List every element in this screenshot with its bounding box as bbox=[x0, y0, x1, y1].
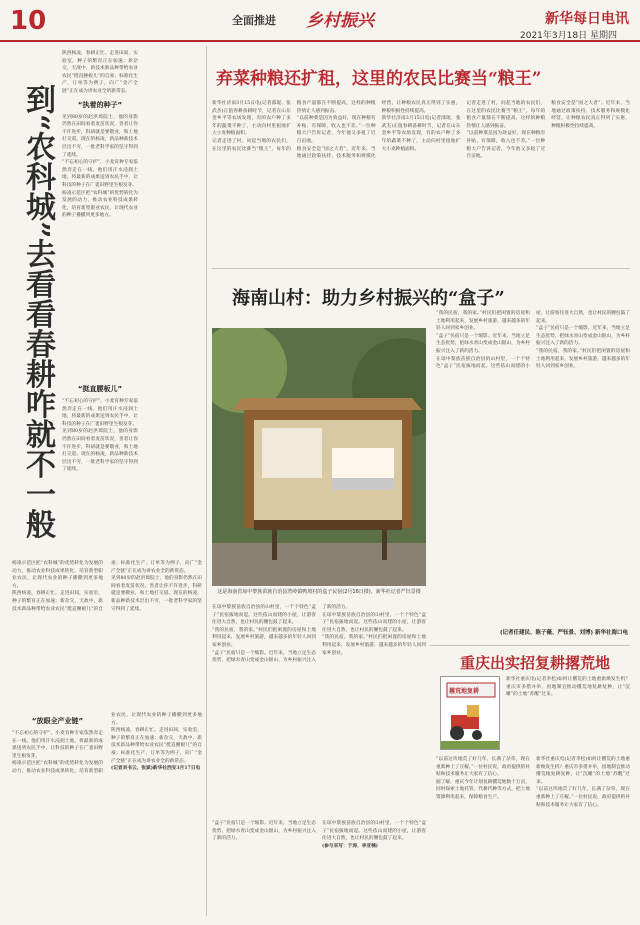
top-article-title: 弃菜种粮还扩租，这里的农民比赛当“粮王” bbox=[216, 69, 542, 89]
bottom-article-title: 重庆出实招复耕撂荒地 bbox=[459, 654, 610, 672]
bottom-article-para: 新华社重庆电(记者李松)如何让撂荒的土地重新焕发生机？重庆市多措并举，因地制宜推动撂荒地复耕复种，让“沉睡”的土地“苏醒”过来。 bbox=[536, 757, 630, 785]
photo-article-para: “我的民宿，我的家。”村民们把闲置的房屋和土地利用起来，发展乡村旅游，越来越多的年轻人回到家乡创业。 bbox=[212, 627, 316, 648]
bottom-article-para: 据了解，重庆今年计划复耕撂荒地数十万亩，同时探索土地托管、代耕代种等方式，把土地资源利用起来，保障粮食生产。 bbox=[436, 779, 530, 800]
photo-article-tail bbox=[212, 820, 426, 915]
cabin-photo-illustration bbox=[212, 328, 426, 586]
left-article-para: “不忘初心的守护”，小麦育种专家依然奔走在一线。他们用汗水浸润土地，将最新的成果送到农民手中，让科技的种子在广袤田野里生根发芽。 bbox=[62, 399, 138, 427]
section-brand: 乡村振兴 bbox=[306, 11, 374, 31]
left-article-bottom bbox=[12, 712, 202, 912]
bottom-article-byline: (参与采写：于涛、李亚楠) bbox=[322, 843, 378, 849]
top-article-para: 粮食安全是“国之大者”。近年来，当地通过政策扶持、技术服务和规模化经营，让种粮农民真正得到了实惠，种粮积极性持续提高。 bbox=[551, 101, 630, 129]
photo-article-para: 在琼中黎族苗族自治县的山村里，一个个特色“盒子”民宿拔地而起。这些依山而建的小屋，让游客住进大自然，也让村民的腰包鼓了起来。 bbox=[212, 605, 316, 626]
photo-article-para: “盒子”民宿只是一个缩影。近年来，当地立足生态优势，把绿水青山变成金山银山，为乡村振兴注入了新的活力。 bbox=[212, 821, 316, 842]
left-article-subhead: “执着的种子” bbox=[77, 100, 123, 109]
photo-article-para: “我的民宿，我的家。”村民们把闲置的房屋和土地利用起来，发展乡村旅游，越来越多的年轻人回到家乡创业。 bbox=[322, 635, 426, 656]
left-article-para: 杨凌示范区把“农科城”的优势转化为发展的动力，推动农业科技成果转化，培育新型职业农民，让现代农业的种子播撒到更多地方。 bbox=[62, 190, 138, 219]
bottom-article-intro bbox=[506, 676, 630, 756]
left-article-title: 到“农科城”去看看春耕咋就不一般 bbox=[20, 84, 55, 539]
left-article-para: 见到80岁的赵洪璋院士，他的身影仍然在田间看着麦苗状况，善者让你不许进步，科研就是要敬业，和土地打交道。现在的杨凌，新品种新技术层出不穷，一批老科学家的坚守得到了延续。 bbox=[62, 114, 138, 158]
page-header bbox=[0, 0, 640, 42]
photo-article-title: 海南山村：助力乡村振兴的“盒子” bbox=[232, 288, 505, 309]
bottom-article-body bbox=[436, 756, 630, 906]
left-article-para: 陕西杨凌，春耕正忙。走进田间，实验室，种子的繁育正在加速；新杂交，天敌中，新技术新品种带给农业农民“挺直腰板儿”的自豪；标准化生产，订单等为例子，向广“金产全链”正在成为讲农业全的新常态。 bbox=[111, 728, 202, 764]
left-article-para: 杨凌示范区把“农科城”的优势转化为发展的动力，推动农业科技成果转化，培育新型职业农民，让现代农业的种子播撒到更多地方。 bbox=[12, 561, 103, 589]
top-article-para: “以前种菜是因为效益好，现在种粮有补贴、有保障，收入也不差。”一位种粮大户告诉记者，今年他又多租了近百亩地。 bbox=[466, 131, 546, 160]
bottom-article-para: “以前这块地荒了好几年，长满了杂草，现在重新种上了庄稼。”一位村民说，政府提供的补贴和技术服务让大家有了信心。 bbox=[536, 787, 630, 808]
top-article-para: 新华社济南3月15日电(记者邵琨、张武杰)正值春耕备耕时节，记者在山东金乡平等农场发现，有的农户种了多年的蔬菜不种了，主动向村里租地扩大小麦种植面积。 bbox=[212, 101, 291, 137]
top-article-para: 新华社济南3月15日电(记者邵琨、张武杰)正值春耕备耕时节，记者在山东金乡平等农场发现，有的农户种了多年的蔬菜不种了，主动向村里租地扩大小麦种植面积。 bbox=[381, 116, 461, 152]
photo-article-para: “盒子”民宿只是一个缩影。近年来，当地立足生态优势，把绿水青山变成金山银山，为乡村振兴注入了新的活力。 bbox=[212, 605, 351, 664]
left-article-para: 见到80岁的赵洪璋院士，他的身影仍然在田间看着麦苗状况，善者让你不许进步，科研就是要敬业，和土地打交道。现在的杨凌，新品种新技术层出不穷，一批老科学家的坚守得到了延续。 bbox=[62, 429, 138, 473]
top-article-para: 粮食安全是“国之大者”。近年来，当地通过政策扶持、技术服务和规模化经营，让种粮农民真正得到了实惠，种粮积极性持续提高。 bbox=[296, 101, 461, 160]
photo-article-para: “盒子”民宿只是一个缩影。近年来，当地立足生态优势，把绿水青山变成金山银山，为乡村振兴注入了新的活力。 bbox=[536, 326, 630, 347]
page-number: 10 bbox=[10, 6, 47, 36]
cabin-photo bbox=[212, 328, 426, 586]
bottom-article-para: 新华社重庆电(记者李松)如何让撂荒的土地重新焕发生机？重庆市多措并举，因地制宜推动撂荒地复耕复种，让“沉睡”的土地“苏醒”过来。 bbox=[506, 677, 630, 698]
left-article-para: 陕西杨凌，春耕正忙。走进田间，实验室，种子的繁育正在加速；新杂交，天敌中，新技术新品种带给农业农民“挺直腰板儿”的自豪；标准化生产，订单等为例子，向广“金产全链”正在成为讲农业全的新常态。 bbox=[12, 561, 202, 612]
left-article-byline: (记者刘书云、张斌)新华社西安3月17日电 bbox=[111, 766, 201, 772]
photo-article-body-left bbox=[212, 604, 426, 819]
left-article-subhead: “放眼全产业链” bbox=[31, 717, 84, 725]
section-divider bbox=[430, 645, 630, 646]
illustration-label: 撂荒地复耕 bbox=[449, 688, 480, 695]
top-article-para: 记者走进了村，问起当地的农民们，在这里的农民比赛当“粮王”，每年的粮食产量都在不断提高，这样的种粮热情让人感到振奋。 bbox=[466, 101, 546, 129]
photo-article-body-right bbox=[436, 310, 630, 625]
left-article-para: “不忘初心的守护”，小麦育种专家依然奔走在一线。他们用汗水浸润土地，将最新的成果送到农民手中，让科技的种子在广袤田野里生根发芽。 bbox=[12, 731, 103, 759]
farming-illustration bbox=[440, 676, 500, 750]
photo-article-para: “盒子”民宿只是一个缩影。近年来，当地立足生态优势，把绿水青山变成金山银山，为乡村振兴注入了新的活力。 bbox=[436, 333, 530, 354]
column-divider bbox=[206, 46, 207, 916]
section-title: 全面推进 bbox=[232, 14, 276, 27]
top-article-body bbox=[212, 100, 630, 265]
left-article-para: 陕西杨凌，春耕正忙。走进田间，实验室，种子的繁育正在加速；新杂交，天敌中，新技术新品种带给农业农民“挺直腰板儿”的自豪；标准化生产，订单等为例子，向广“金产全链”正在成为讲农业全的新常态。 bbox=[62, 51, 138, 94]
issue-date: 2021年3月18日 星期四 bbox=[520, 31, 617, 41]
photo-article-para: “我的民宿，我的家。”村民们把闲置的房屋和土地利用起来，发展乡村旅游，越来越多的年轻人回到家乡创业。 bbox=[436, 311, 530, 332]
left-article-para: “不忘初心的守护”，小麦育种专家依然奔走在一线。他们用汗水浸润土地，将最新的成果送到农民手中，让科技的种子在广袤田野里生根发芽。 bbox=[62, 160, 138, 188]
photo-article-para: 在琼中黎族苗族自治县的山村里，一个个特色“盒子”民宿拔地而起。这些依山而建的小屋，让游客住进大自然，也让村民的腰包鼓了起来。 bbox=[436, 311, 630, 370]
photo-article-para: 在琼中黎族苗族自治县的山村里，一个个特色“盒子”民宿拔地而起。这些依山而建的小屋，让游客住进大自然，也让村民的腰包鼓了起来。 bbox=[322, 821, 426, 842]
photo-article-para: 在琼中黎族苗族自治县的山村里，一个个特色“盒子”民宿拔地而起。这些依山而建的小屋，让游客住进大自然，也让村民的腰包鼓了起来。 bbox=[322, 612, 426, 633]
bottom-article-para: “以前这块地荒了好几年，长满了杂草，现在重新种上了庄稼。”一位村民说，政府提供的补贴和技术服务让大家有了信心。 bbox=[436, 757, 530, 778]
photo-article-para: “我的民宿，我的家。”村民们把闲置的房屋和土地利用起来，发展乡村旅游，越来越多的年轻人回到家乡创业。 bbox=[536, 348, 630, 370]
left-article-subhead: “挺直腰板儿” bbox=[77, 385, 123, 393]
left-article-col-2 bbox=[62, 380, 138, 580]
paper-name: 新华每日电讯 bbox=[545, 11, 629, 27]
photo-article-byline: (记者任建民、陈子薇、严钰景、刘博) 新华社海口电 bbox=[500, 630, 628, 636]
left-article-para: 杨凌示范区把“农科城”的优势转化为发展的动力，推动农业科技成果转化，培育新型职业农民，让现代农业的种子播撒到更多地方。 bbox=[12, 713, 202, 774]
left-article-col-1 bbox=[62, 50, 138, 380]
top-article-para: “以前种菜是因为效益好，现在种粮有补贴、有保障，收入也不差。”一位种粮大户告诉记者，今年他又多租了近百亩地。 bbox=[296, 116, 376, 144]
left-article-para: 见到80岁的赵洪璋院士，他的身影仍然在田间看着麦苗状况，善者让你不许进步，科研就是要敬业，和土地打交道。现在的杨凌，新品种新技术层出不穷，一批老科学家的坚守得到了延续。 bbox=[111, 576, 202, 612]
photo-caption: 这是海南省琼中黎族苗族自治县湾岭镇鸭坡村的盒子民宿(2月16日摄)。新华社记者严钰景摄 bbox=[217, 589, 421, 595]
top-article-para: 记者走进了村，问起当地的农民们，在这里的农民比赛当“粮王”，每年的粮食产量都在不断提高，这样的种粮热情让人感到振奋。 bbox=[212, 101, 376, 152]
left-article-lower bbox=[12, 560, 202, 710]
section-divider bbox=[212, 268, 630, 269]
